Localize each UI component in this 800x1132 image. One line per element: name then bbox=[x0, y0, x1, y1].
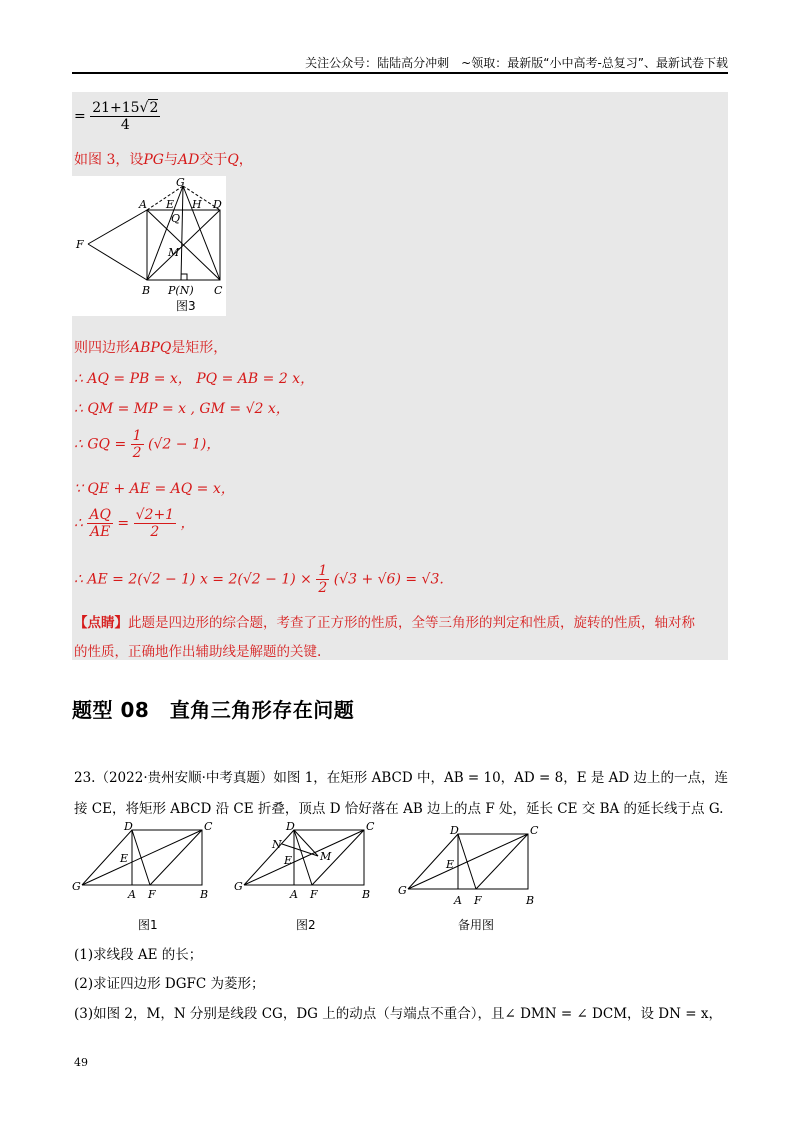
step-ratio-pre: ∴ bbox=[74, 515, 83, 532]
ratio-value-den: 2 bbox=[150, 524, 160, 541]
problem-line-1: 23.（2022·贵州安顺·中考真题）如图 1，在矩形 ABCD 中，AB = 10，AD = 8，E 是 AD 边上的一点，连 bbox=[74, 770, 729, 786]
page-header: 关注公众号：陆陆高分冲刺 ~领取：最新版“小中高考-总复习”、最新试卷下载 bbox=[305, 56, 728, 70]
figure-3 bbox=[72, 176, 226, 316]
step-rectangle bbox=[74, 337, 227, 357]
fig3-meet: 交于 bbox=[199, 152, 228, 168]
fig3-q: Q bbox=[227, 152, 239, 168]
fig3-label-p: P(N) bbox=[168, 284, 194, 297]
ratio-post: ， bbox=[180, 515, 195, 532]
svg-text:G: G bbox=[234, 880, 243, 893]
fig3-end: ， bbox=[238, 152, 253, 168]
svg-text:N: N bbox=[272, 838, 282, 851]
ratio-eq: = bbox=[117, 515, 130, 532]
step-ae-final bbox=[74, 563, 444, 596]
svg-text:B: B bbox=[362, 888, 371, 901]
svg-text:B: B bbox=[526, 894, 535, 907]
header-rule bbox=[72, 72, 728, 74]
ratio-den: AE bbox=[90, 524, 111, 541]
step-gq-pre: ∴ GQ = bbox=[74, 436, 127, 453]
step-gq bbox=[74, 428, 220, 461]
figure-spare bbox=[392, 820, 552, 910]
question-2: (2)求证四边形 DGFC 为菱形； bbox=[74, 976, 265, 992]
svg-text:F: F bbox=[474, 894, 482, 907]
fig3-label-d: D bbox=[213, 198, 222, 211]
fig3-intro bbox=[74, 149, 253, 169]
step1-post: 是矩形， bbox=[171, 340, 228, 356]
page-number: 49 bbox=[74, 1056, 88, 1069]
fig1-caption: 图1 bbox=[138, 918, 158, 932]
result-line: = $\frac{21+15√2}{4}$ bbox=[74, 100, 159, 134]
comment-text-1: 此题是四边形的综合题，考查了正方形的性质，全等三角形的判定和性质，旋转的性质，轴对称 bbox=[128, 615, 695, 631]
svg-text:G: G bbox=[72, 880, 81, 893]
step1-abpq: ABPQ bbox=[130, 340, 172, 356]
result-denominator: 4 bbox=[120, 117, 130, 134]
question-1: (1)求线段 AE 的长； bbox=[74, 947, 203, 963]
fig3-label-a: A bbox=[139, 198, 147, 211]
fig2-caption: 图2 bbox=[296, 918, 316, 932]
step1-pre: 则四边形 bbox=[74, 340, 130, 356]
half-num-1: 1 bbox=[132, 428, 142, 444]
svg-text:F: F bbox=[310, 888, 318, 901]
half-fraction-1 bbox=[131, 428, 144, 461]
question-3: (3)如图 2，M，N 分别是线段 CG，DG 上的动点（与端点不重合），且∠ DMN = ∠ DCM，设 DN = x， bbox=[74, 1006, 722, 1022]
figure-3-diagram bbox=[72, 176, 226, 316]
comment-line-2: 的性质，正确地作出辅助线是解题的关键. bbox=[74, 644, 322, 660]
ratio-value bbox=[134, 507, 176, 540]
fig3-label-f: F bbox=[76, 238, 84, 251]
half-num-2: 1 bbox=[318, 563, 328, 579]
ratio-aq-ae bbox=[87, 507, 113, 540]
comment-tag: 【点睛】 bbox=[74, 615, 128, 631]
result-sqrt: 2 bbox=[149, 100, 159, 116]
result-fraction: $\frac{21+15√2}{4}$ bbox=[92, 100, 159, 134]
figure-spare-diagram bbox=[392, 820, 552, 910]
fig3-intro-text: 如图 3，设 bbox=[74, 152, 144, 168]
fig-spare-caption: 备用图 bbox=[458, 918, 495, 932]
figure-2-diagram bbox=[228, 820, 388, 910]
svg-text:D: D bbox=[450, 824, 459, 837]
figure-1 bbox=[68, 820, 228, 910]
svg-text:A: A bbox=[290, 888, 298, 901]
fig3-label-h: H bbox=[192, 198, 202, 211]
fig3-label-b: B bbox=[142, 284, 151, 297]
problem-line-2: 接 CE，将矩形 ABCD 沿 CE 折叠，顶点 D 恰好落在 AB 边上的点 F 处，延长 CE 交 BA 的延长线于点 G. bbox=[74, 801, 724, 817]
fig3-with: 与 bbox=[163, 152, 178, 168]
step-ratio bbox=[74, 507, 195, 540]
fig3-pg: PG bbox=[143, 152, 164, 168]
svg-text:G: G bbox=[398, 884, 407, 897]
fig3-label-g: G bbox=[176, 176, 185, 189]
svg-text:E: E bbox=[120, 852, 129, 865]
svg-text:C: C bbox=[204, 820, 213, 833]
section-title: 题型 08 直角三角形存在问题 bbox=[72, 698, 355, 722]
svg-text:A: A bbox=[128, 888, 136, 901]
result-numerator: 21+15 bbox=[92, 100, 140, 116]
fig3-label-e: E bbox=[166, 198, 175, 211]
fig3-label-m: M bbox=[168, 246, 180, 259]
svg-text:B: B bbox=[200, 888, 209, 901]
half-den-1: 2 bbox=[132, 445, 142, 462]
ratio-num: AQ bbox=[89, 507, 111, 523]
half-den-2: 2 bbox=[318, 580, 328, 597]
step-aq-pb: ∴ AQ = PB = x， PQ = AB = 2 x， bbox=[74, 371, 315, 387]
figure-1-diagram bbox=[68, 820, 228, 910]
figure-2 bbox=[228, 820, 388, 910]
svg-text:E: E bbox=[284, 854, 293, 867]
svg-text:C: C bbox=[366, 820, 375, 833]
fig3-ad: AD bbox=[177, 152, 200, 168]
svg-text:M: M bbox=[320, 850, 332, 863]
svg-text:C: C bbox=[530, 824, 539, 837]
step-gq-post: (√2 − 1)， bbox=[148, 436, 221, 453]
step-qm-mp: ∴ QM = MP = x , GM = √2 x， bbox=[74, 401, 290, 417]
svg-text:D: D bbox=[124, 820, 133, 833]
step-ae-b: (√3 + √6) = √3. bbox=[333, 571, 444, 588]
fig3-label-c: C bbox=[214, 284, 223, 297]
fig3-caption: 图3 bbox=[176, 299, 196, 313]
svg-text:E: E bbox=[446, 858, 455, 871]
comment-line-1 bbox=[74, 611, 695, 631]
half-fraction-2 bbox=[316, 563, 329, 596]
ratio-value-num: √2+1 bbox=[135, 507, 175, 523]
fig3-label-q: Q bbox=[171, 212, 181, 225]
svg-text:D: D bbox=[286, 820, 295, 833]
svg-text:F: F bbox=[148, 888, 156, 901]
svg-text:A: A bbox=[454, 894, 462, 907]
step-qe-ae: ∵ QE + AE = AQ = x， bbox=[74, 481, 235, 497]
step-ae-a: ∴ AE = 2(√2 − 1) x = 2(√2 − 1) × bbox=[74, 571, 312, 588]
